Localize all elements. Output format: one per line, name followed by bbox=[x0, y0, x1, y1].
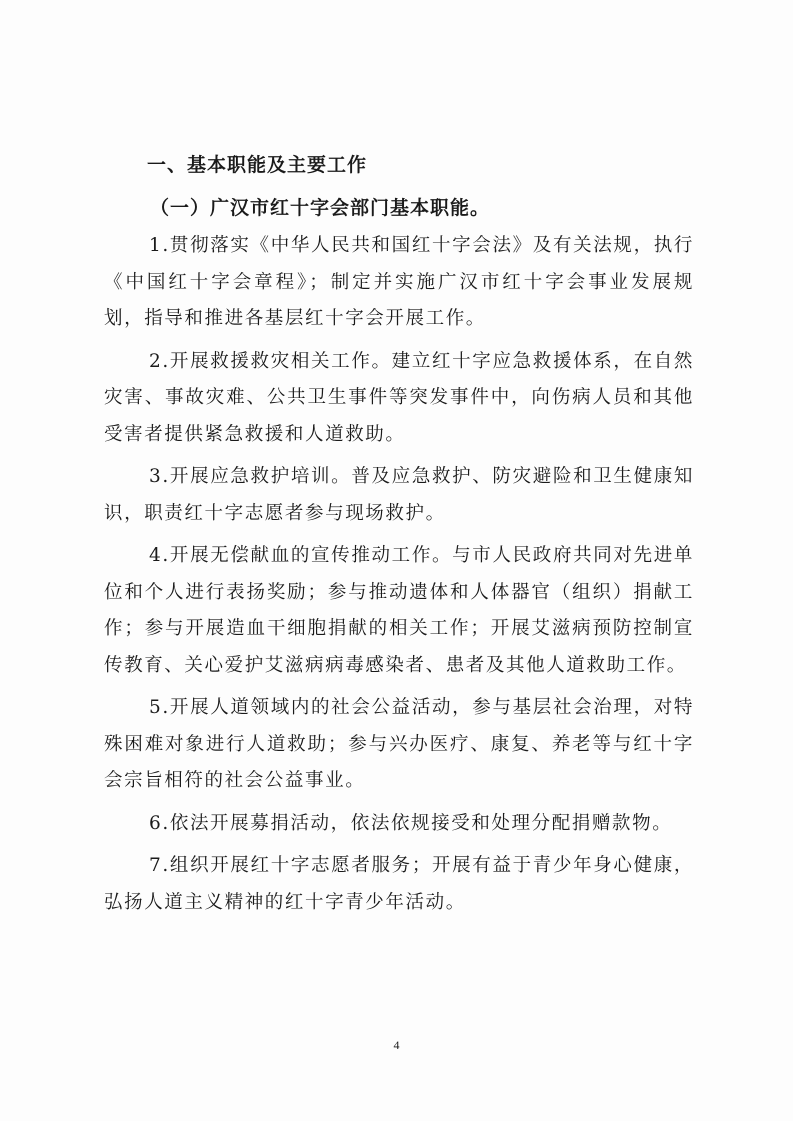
subsection-heading: （一）广汉市红十字会部门基本职能。 bbox=[150, 197, 491, 219]
paragraph-6: 6.依法开展募捐活动，依法依规接受和处理分配捐赠款物。 bbox=[149, 812, 673, 834]
paragraph-5: 5.开展人道领域内的社会公益活动，参与基层社会治理，对特殊困难对象进行人道救助；参与兴办医疗、康复、养老等与红十字会宗旨相符的社会公益事业。 bbox=[104, 697, 694, 791]
paragraph-7: 7.组织开展红十字志愿者服务；开展有益于青少年身心健康，弘扬人道主义精神的红十字青少年活动。 bbox=[104, 855, 694, 913]
paragraph-1: 1.贯彻落实《中华人民共和国红十字会法》及有关法规，执行《中国红十字会章程》；制定并实施广汉市红十字会事业发展规划，指导和推进各基层红十字会开展工作。 bbox=[104, 235, 694, 329]
body-text bbox=[104, 228, 694, 927]
page-number: 4 bbox=[393, 1038, 400, 1052]
paragraph-3: 3.开展应急救护培训。普及应急救护、防灾避险和卫生健康知识，职责红十字志愿者参与现场救护。 bbox=[104, 466, 694, 524]
paragraph-2: 2.开展救援救灾相关工作。建立红十字应急救援体系，在自然灾害、事故灾难、公共卫生事件等突发事件中，向伤病人员和其他受害者提供紧急救援和人道救助。 bbox=[104, 350, 694, 445]
section-heading: 一、基本职能及主要工作 bbox=[147, 154, 368, 176]
paragraph-4: 4.开展无偿献血的宣传推动工作。与市人民政府共同对先进单位和个人进行表扬奖励；参与推动遗体和人体器官（组织）捐献工作；参与开展造血干细胞捐献的相关工作；开展艾滋病预防控制宣传教育、关心爱护艾滋病病毒感染者、患者及其他人道救助工作。 bbox=[104, 545, 694, 676]
